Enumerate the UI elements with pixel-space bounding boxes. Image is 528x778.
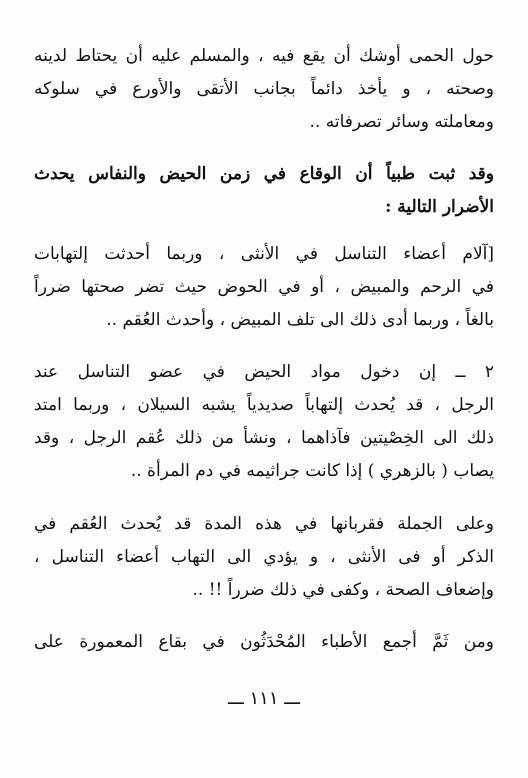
paragraph-precaution — [34, 40, 494, 139]
text-line: بالغاً ، وربما أدى ذلك الى تلف المبيض ، وأحدث العُقم .. — [106, 310, 494, 330]
paragraph-harm-two — [34, 356, 494, 488]
text-line: حول الحمى أوشك أن يقع فيه ، والمسلم عليه أن يحتاط لدينه — [34, 46, 494, 66]
paragraph-heading-harms — [34, 158, 494, 224]
text-line: يصاب ( بالزهري ) إذا كانت جراثيمه في دم المرأة .. — [130, 461, 494, 481]
paragraph-summary — [34, 508, 494, 607]
text-line: ومعاملته وسائر تصرفاته .. — [309, 112, 494, 132]
text-line: وعلى الجملة فقربانها في هذه المدة قد يُحدث العُقم في — [34, 514, 494, 534]
paragraph-harm-one — [34, 238, 494, 337]
text-line: الأضرار التالية : — [385, 197, 494, 217]
text-line: وقد ثبت طبياً أن الوقاع في زمن الحيض والنفاس يحدث — [34, 164, 494, 184]
text-line: الرجل ، قد يُحدث إلتهاباً صديدياً يشبه السيلان ، وربما امتد — [34, 395, 494, 415]
text-line: ٢ ــ إن دخول مواد الحيض في عضو التناسل عند — [34, 362, 494, 382]
text-line: وإضعاف الصحة ، وكفى في ذلك ضرراً !! .. — [192, 580, 494, 600]
text-line: ومن ثَمَّ أجمع الأطباء المُحْدَثُون في بقاع المعمورة على — [34, 632, 494, 652]
page-number: ـــ ١١١ ـــ — [227, 688, 301, 709]
text-line: الذكر أو فى الأنثى ، و يؤدي الى التهاب أعضاء التناسل ، — [34, 547, 494, 567]
paragraph-doctors-consensus — [34, 626, 494, 659]
text-line: وصحته ، و يأخذ دائماً بجانب الأتقى والأورع في سلوكه — [34, 79, 494, 99]
text-line: [آلام أعضاء التناسل في الأنثى ، وربما أحدثت إلتهابات — [34, 244, 494, 264]
text-line: في الرحم والمبيض ، أو في الحوض حيث تضر صحتها ضرراً — [34, 277, 494, 297]
text-line: ذلك الى الخِصْيتين فآذاهما ، ونشأ من ذلك عُقم الرجل ، وقد — [34, 428, 494, 448]
